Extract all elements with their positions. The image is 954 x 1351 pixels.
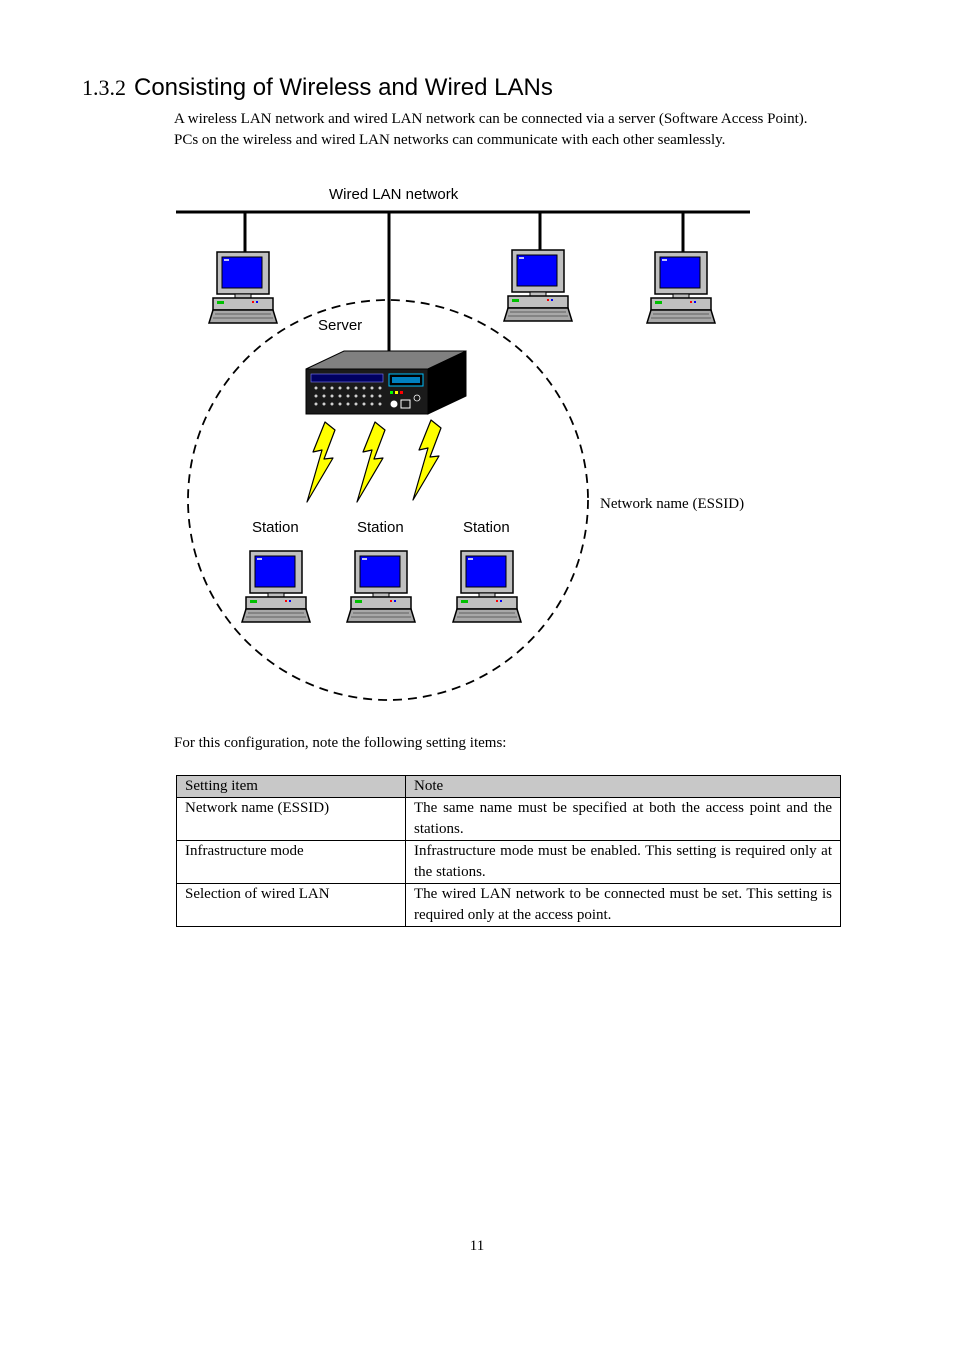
- section-title: Consisting of Wireless and Wired LANs: [134, 74, 553, 101]
- intro-line: A wireless LAN network and wired LAN network can be connected via a server (Software Access Point).: [174, 111, 808, 127]
- table-row: [177, 884, 841, 927]
- desktop-computer-icon: [347, 551, 415, 622]
- station-label: Station: [463, 519, 510, 536]
- intro-line: PCs on the wireless and wired LAN networks can communicate with each other seamlessly.: [174, 132, 726, 148]
- note-cell: The wired LAN network to be connected must be set. This setting is required only at the access point.: [406, 884, 841, 927]
- essid-label: Network name (ESSID): [600, 496, 745, 512]
- setting-item-cell: Infrastructure mode: [177, 841, 406, 884]
- lightning-bolt-icon: [413, 420, 441, 500]
- network-diagram: [0, 170, 954, 730]
- network-server-device-icon: [306, 351, 466, 414]
- desktop-computer-icon: [242, 551, 310, 622]
- note-cell: The same name must be specified at both the access point and the stations.: [406, 798, 841, 841]
- setting-item-cell: Selection of wired LAN: [177, 884, 406, 927]
- desktop-computer-icon: [453, 551, 521, 622]
- column-header: Note: [406, 776, 841, 798]
- table-row: [177, 841, 841, 884]
- lightning-bolt-icon: [357, 422, 385, 502]
- intro-paragraph: [174, 109, 874, 151]
- station-label: Station: [357, 519, 404, 536]
- desktop-computer-icon: [504, 250, 572, 321]
- desktop-computer-icon: [209, 252, 277, 323]
- server-label: Server: [318, 317, 363, 334]
- station-label: Station: [252, 519, 299, 536]
- column-header: Setting item: [177, 776, 406, 798]
- section-heading: [82, 66, 553, 103]
- wired-lan-label: Wired LAN network: [329, 186, 459, 203]
- config-note: For this configuration, note the following setting items:: [174, 735, 507, 751]
- settings-table: [176, 775, 841, 927]
- note-cell: Infrastructure mode must be enabled. This setting is required only at the stations.: [406, 841, 841, 884]
- setting-item-cell: Network name (ESSID): [177, 798, 406, 841]
- table-header-row: [177, 776, 841, 798]
- lightning-bolt-icon: [307, 422, 335, 502]
- table-row: [177, 798, 841, 841]
- desktop-computer-icon: [647, 252, 715, 323]
- section-number: 1.3.2: [82, 75, 126, 100]
- page-number: 11: [469, 1238, 485, 1254]
